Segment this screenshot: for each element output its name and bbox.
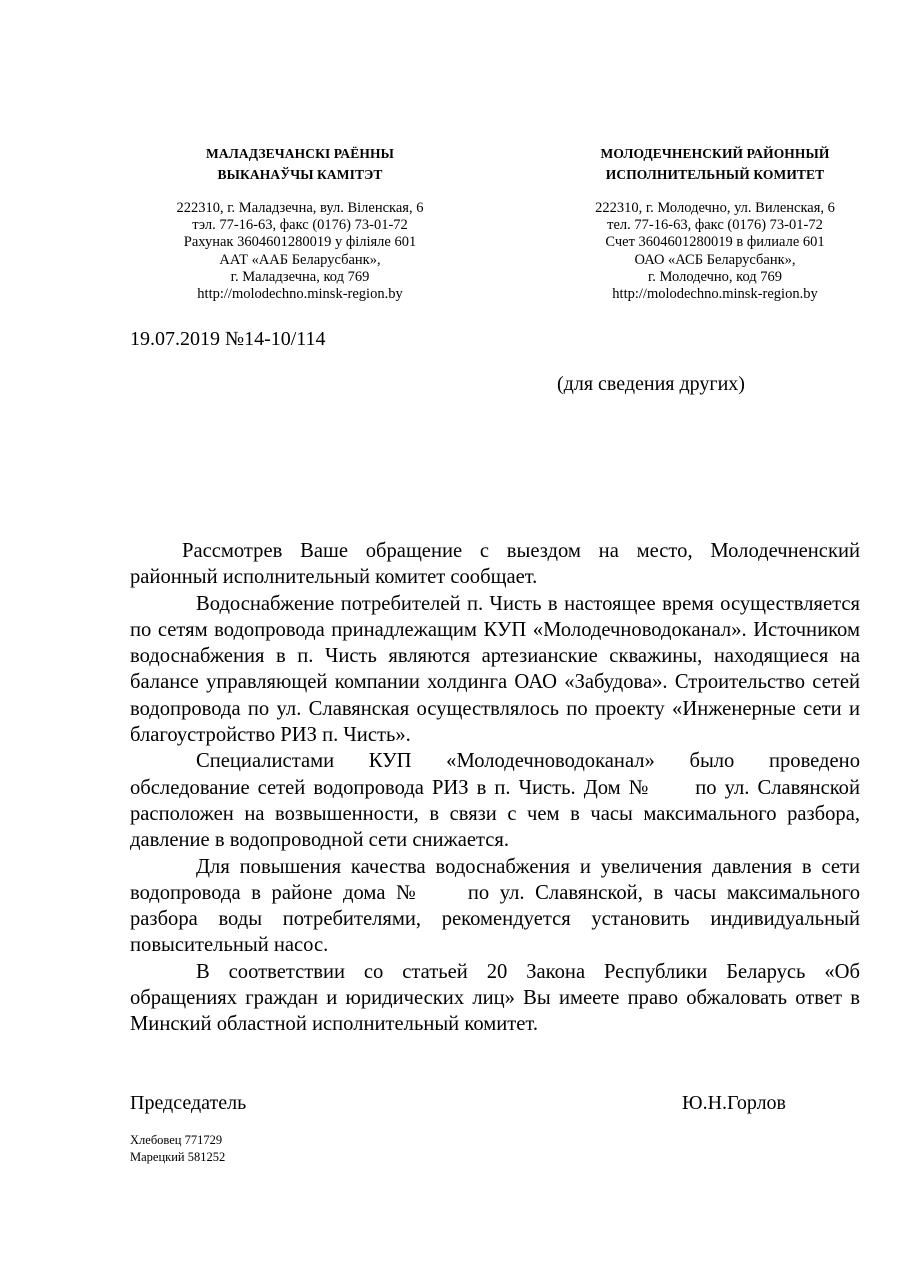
body-paragraph: В соответствии со статьей 20 Закона Республики Беларусь «Об обращениях граждан и юридических лиц» Вы имеете право обжаловать ответ в Минский областной исполнительный комитет. xyxy=(130,960,860,1036)
org-name-line: МАЛАДЗЕЧАНСКІ РАЁННЫ xyxy=(206,146,394,161)
letter-body xyxy=(130,538,860,1038)
org-name-line: ВЫКАНАЎЧЫ КАМІТЭТ xyxy=(217,167,383,182)
letterhead-belarusian xyxy=(130,143,470,303)
signatory-name: Ю.Н.Горлов xyxy=(682,1092,786,1114)
website-link[interactable]: http://molodechno.minsk-region.by xyxy=(197,286,403,303)
executor-contacts xyxy=(130,1132,225,1166)
account-line: Счет 3604601280019 в филиале 601 xyxy=(605,234,825,251)
phone-line: тел. 77-16-63, факс (0176) 73-01-72 xyxy=(607,217,823,234)
website-link[interactable]: http://molodechno.minsk-region.by xyxy=(612,286,818,303)
bank-line: ОАО «АСБ Беларусбанк», xyxy=(634,251,796,268)
org-name-belarusian xyxy=(130,143,470,185)
org-address-belarusian xyxy=(130,200,470,303)
body-text-segment: Специалистами КУП «Молодечноводоканал» было проведено обследование сетей водопровода РИЗ в п. Чисть. Дом № xyxy=(130,750,860,799)
city-code-line: г. Маладзечна, код 769 xyxy=(230,268,370,285)
address-line: 222310, г. Молодечно, ул. Виленская, 6 xyxy=(595,200,835,216)
org-name-line: ИСПОЛНИТЕЛЬНЫЙ КОМИТЕТ xyxy=(605,167,825,182)
city-code-line: г. Молодечно, код 769 xyxy=(647,268,783,285)
date-and-reference-number: 19.07.2019 №14-10/114 xyxy=(130,328,326,350)
contact-line: Марецкий 581252 xyxy=(130,1150,226,1164)
org-name-russian xyxy=(550,143,880,185)
contact-line: Хлебовец 771729 xyxy=(130,1133,223,1147)
phone-line: тэл. 77-16-63, факс (0176) 73-01-72 xyxy=(192,217,408,234)
body-paragraph xyxy=(130,854,860,959)
body-text-segment: по ул. Славянской, в часы максимального разбора воды потребителями, рекомендуется установить индивидуальный повысительный насос. xyxy=(130,881,860,957)
address-line: 222310, г. Маладзечна, вул. Віленская, 6 xyxy=(176,200,424,216)
account-line: Рахунак 3604601280019 у філіяле 601 xyxy=(183,234,417,251)
addressee: (для сведения других) xyxy=(557,373,745,395)
body-paragraph: Водоснабжение потребителей п. Чисть в настоящее время осуществляется по сетям водопровода принадлежащим КУП «Молодечноводоканал». Источником водоснабжения в п. Чисть являются артезианские скважины, находящиеся на балансе управляющей компании холдинга ОАО «Забудова». Строительство сетей водопровода по ул. Славянская осуществлялось по проекту «Инженерные сети и благоустройство РИЗ п. Чисть». xyxy=(130,592,860,747)
org-address-russian xyxy=(550,200,880,303)
body-paragraph: Рассмотрев Ваше обращение с выездом на место, Молодечненский районный исполнительный комитет сообщает. xyxy=(130,540,860,589)
letterhead-russian xyxy=(550,143,880,303)
body-text-segment: Для повышения качества водоснабжения и увеличения давления в сети водопровода в районе дома № xyxy=(130,855,860,904)
bank-line: ААТ «ААБ Беларусбанк», xyxy=(219,251,381,268)
org-name-line: МОЛОДЕЧНЕНСКИЙ РАЙОННЫЙ xyxy=(600,146,830,161)
body-text-segment: по ул. Славянской расположен на возвышенности, в связи с чем в часы максимального разбора, давление в водопроводной сети снижается. xyxy=(130,776,860,852)
body-paragraph xyxy=(130,748,860,853)
signatory-title: Председатель xyxy=(130,1092,247,1114)
